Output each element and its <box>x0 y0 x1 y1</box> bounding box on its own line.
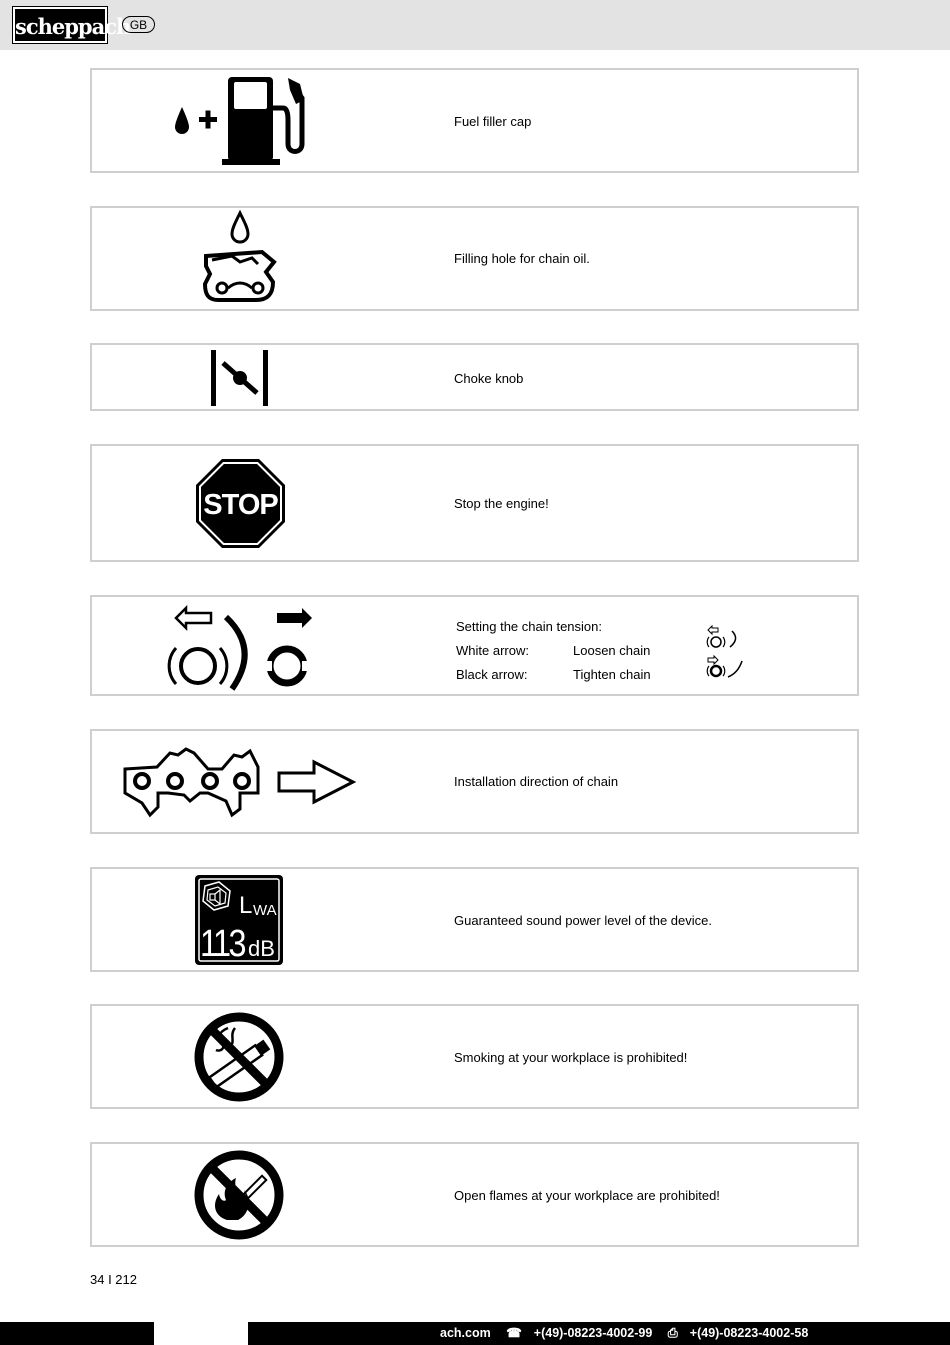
no-open-flames-icon <box>92 1144 387 1245</box>
symbol-description: Fuel filler cap <box>454 114 532 129</box>
stop-sign-text: STOP <box>203 489 278 521</box>
lwa-label: L <box>239 892 253 919</box>
symbol-description: Filling hole for chain oil. <box>454 251 590 266</box>
footer-phone: +(49)-08223-4002-99 <box>533 1326 653 1340</box>
symbol-row-choke <box>90 343 859 411</box>
black-arrow-label: Black arrow: <box>456 667 528 682</box>
black-arrow-value: Tighten chain <box>573 667 651 682</box>
page-footer <box>0 1322 950 1345</box>
brand-logo: scheppach <box>13 7 107 43</box>
symbol-description: Open flames at your workplace are prohibited! <box>454 1188 720 1203</box>
symbol-row-chain-direction <box>90 729 859 834</box>
symbol-row-sound-level <box>90 867 859 972</box>
white-arrow-value: Loosen chain <box>573 643 651 658</box>
sound-level-unit: dB <box>248 936 275 961</box>
chain-tension-icon <box>92 597 387 694</box>
page-header <box>0 0 950 50</box>
page-number: 34 I 212 <box>90 1272 137 1287</box>
symbol-description: Guaranteed sound power level of the device. <box>454 913 713 928</box>
fuel-pump-icon <box>92 70 387 171</box>
chain-oil-icon <box>92 208 387 309</box>
symbol-row-stop <box>90 444 859 562</box>
sound-level-icon <box>92 869 387 970</box>
no-smoking-icon <box>92 1006 387 1107</box>
white-arrow-label: White arrow: <box>456 643 529 658</box>
footer-fax: +(49)-08223-4002-58 <box>689 1326 809 1340</box>
symbol-description: Installation direction of chain <box>454 774 619 789</box>
symbol-row-chain-oil <box>90 206 859 311</box>
chain-direction-icon <box>92 731 387 832</box>
fax-icon: ⎙ <box>667 1326 678 1340</box>
black-arrow-line <box>456 663 651 687</box>
country-badge: GB <box>122 16 155 33</box>
chain-tension-title: Setting the chain tension: <box>456 619 602 634</box>
symbol-description: Smoking at your workplace is prohibited! <box>454 1050 688 1065</box>
choke-icon <box>92 345 387 409</box>
lwa-subscript: WA <box>253 902 277 919</box>
symbol-description: Choke knob <box>454 371 524 386</box>
sound-level-value: 113 <box>200 923 246 965</box>
symbol-row-fuel <box>90 68 859 173</box>
loosen-chain-small-icon <box>706 625 746 681</box>
symbol-row-no-open-flames <box>90 1142 859 1247</box>
phone-icon: ☎ <box>506 1326 522 1340</box>
symbol-row-no-smoking <box>90 1004 859 1109</box>
symbol-row-chain-tension <box>90 595 859 696</box>
stop-sign-icon <box>92 446 387 560</box>
footer-website: ach.com <box>440 1326 491 1340</box>
footer-contact <box>440 1325 820 1341</box>
symbol-description: Stop the engine! <box>454 496 549 511</box>
white-arrow-line <box>456 639 651 663</box>
footer-gap <box>154 1322 248 1345</box>
